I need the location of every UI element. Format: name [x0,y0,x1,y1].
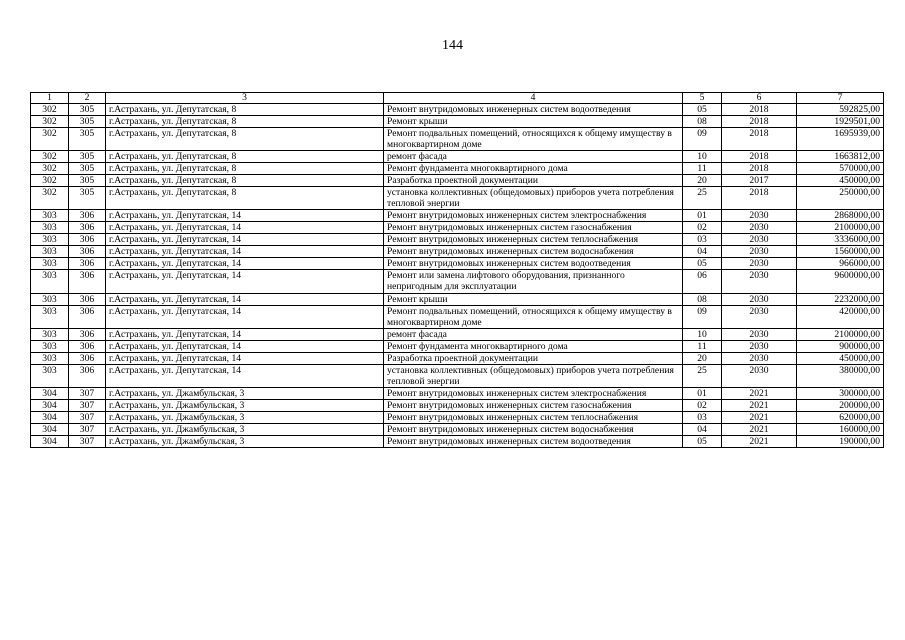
house-id-cell: 306 [69,258,106,270]
row-number-cell: 304 [31,423,69,435]
table-row [31,364,884,387]
table-row [31,222,884,234]
work-type-cell: Разработка проектной документации [384,175,683,187]
work-code-cell: 11 [683,163,722,175]
address-cell: г.Астрахань, ул. Джамбульская, 3 [106,435,384,447]
year-cell: 2030 [722,246,797,258]
work-type-cell: Ремонт внутридомовых инженерных систем водоотведения [384,258,683,270]
address-cell: г.Астрахань, ул. Депутатская, 8 [106,151,384,163]
address-cell: г.Астрахань, ул. Депутатская, 8 [106,163,384,175]
table-row [31,423,884,435]
cost-cell: 900000,00 [797,340,884,352]
cost-cell: 190000,00 [797,435,884,447]
cost-cell: 966000,00 [797,258,884,270]
house-id-cell: 305 [69,187,106,210]
address-cell: г.Астрахань, ул. Депутатская, 14 [106,270,384,293]
house-id-cell: 306 [69,328,106,340]
address-cell: г.Астрахань, ул. Депутатская, 8 [106,175,384,187]
work-code-cell: 09 [683,128,722,151]
work-code-cell: 08 [683,116,722,128]
row-number-cell: 303 [31,328,69,340]
cost-cell: 1929501,00 [797,116,884,128]
row-number-cell: 303 [31,352,69,364]
cost-cell: 300000,00 [797,387,884,399]
work-type-cell: Разработка проектной документации [384,352,683,364]
table-row [31,270,884,293]
table-row [31,293,884,305]
address-cell: г.Астрахань, ул. Депутатская, 8 [106,128,384,151]
work-code-cell: 25 [683,187,722,210]
work-code-cell: 05 [683,435,722,447]
address-cell: г.Астрахань, ул. Депутатская, 14 [106,234,384,246]
year-cell: 2030 [722,222,797,234]
work-type-cell: Ремонт фундамента многоквартирного дома [384,340,683,352]
work-code-cell: 01 [683,387,722,399]
table-row [31,305,884,328]
address-cell: г.Астрахань, ул. Депутатская, 14 [106,258,384,270]
year-cell: 2021 [722,411,797,423]
year-cell: 2030 [722,270,797,293]
work-code-cell: 04 [683,423,722,435]
address-cell: г.Астрахань, ул. Джамбульская, 3 [106,411,384,423]
table-row [31,175,884,187]
year-cell: 2018 [722,104,797,116]
house-id-cell: 305 [69,128,106,151]
work-type-cell: Ремонт или замена лифтового оборудования, признанного непригодным для эксплуатации [384,270,683,293]
work-type-cell: Ремонт внутридомовых инженерных систем теплоснабжения [384,411,683,423]
work-type-cell: Ремонт внутридомовых инженерных систем электроснабжения [384,387,683,399]
cost-cell: 2868000,00 [797,210,884,222]
row-number-cell: 302 [31,175,69,187]
row-number-cell: 303 [31,222,69,234]
row-number-cell: 304 [31,399,69,411]
cost-cell: 620000,00 [797,411,884,423]
house-id-cell: 307 [69,411,106,423]
work-code-cell: 06 [683,270,722,293]
work-code-cell: 02 [683,222,722,234]
capital-repair-table [30,92,884,448]
cost-cell: 1560000,00 [797,246,884,258]
work-type-cell: ремонт фасада [384,328,683,340]
work-code-cell: 10 [683,328,722,340]
row-number-cell: 303 [31,210,69,222]
cost-cell: 3336000,00 [797,234,884,246]
address-cell: г.Астрахань, ул. Депутатская, 8 [106,116,384,128]
column-header: 1 [31,93,69,104]
table-row [31,116,884,128]
year-cell: 2030 [722,210,797,222]
table-row [31,246,884,258]
work-code-cell: 01 [683,210,722,222]
work-code-cell: 03 [683,234,722,246]
work-type-cell: установка коллективных (общедомовых) приборов учета потребления тепловой энергии [384,364,683,387]
row-number-cell: 304 [31,411,69,423]
house-id-cell: 305 [69,163,106,175]
work-code-cell: 09 [683,305,722,328]
house-id-cell: 307 [69,387,106,399]
cost-cell: 380000,00 [797,364,884,387]
work-code-cell: 05 [683,258,722,270]
year-cell: 2030 [722,352,797,364]
cost-cell: 570000,00 [797,163,884,175]
work-code-cell: 02 [683,399,722,411]
address-cell: г.Астрахань, ул. Депутатская, 8 [106,104,384,116]
work-type-cell: Ремонт внутридомовых инженерных систем водоснабжения [384,246,683,258]
house-id-cell: 306 [69,246,106,258]
work-type-cell: Ремонт подвальных помещений, относящихся к общему имуществу в многоквартирном доме [384,128,683,151]
cost-cell: 200000,00 [797,399,884,411]
address-cell: г.Астрахань, ул. Депутатская, 14 [106,210,384,222]
row-number-cell: 303 [31,340,69,352]
row-number-cell: 303 [31,364,69,387]
work-code-cell: 10 [683,151,722,163]
year-cell: 2018 [722,128,797,151]
row-number-cell: 303 [31,258,69,270]
year-cell: 2021 [722,423,797,435]
page-number: 144 [442,38,463,53]
table-row [31,128,884,151]
cost-cell: 160000,00 [797,423,884,435]
house-id-cell: 305 [69,151,106,163]
work-code-cell: 08 [683,293,722,305]
house-id-cell: 306 [69,364,106,387]
column-header: 4 [384,93,683,104]
cost-cell: 2100000,00 [797,222,884,234]
row-number-cell: 302 [31,128,69,151]
cost-cell: 1695939,00 [797,128,884,151]
cost-cell: 420000,00 [797,305,884,328]
work-type-cell: Ремонт внутридомовых инженерных систем электроснабжения [384,210,683,222]
work-type-cell: Ремонт внутридомовых инженерных систем водоснабжения [384,423,683,435]
house-id-cell: 305 [69,116,106,128]
cost-cell: 2100000,00 [797,328,884,340]
year-cell: 2018 [722,163,797,175]
work-type-cell: Ремонт внутридомовых инженерных систем газоснабжения [384,399,683,411]
house-id-cell: 305 [69,104,106,116]
house-id-cell: 306 [69,234,106,246]
year-cell: 2030 [722,305,797,328]
year-cell: 2030 [722,234,797,246]
row-number-cell: 303 [31,293,69,305]
work-type-cell: Ремонт внутридомовых инженерных систем водоотведения [384,104,683,116]
table-row [31,328,884,340]
address-cell: г.Астрахань, ул. Джамбульская, 3 [106,399,384,411]
work-code-cell: 03 [683,411,722,423]
house-id-cell: 306 [69,305,106,328]
address-cell: г.Астрахань, ул. Депутатская, 14 [106,352,384,364]
table-row [31,387,884,399]
work-code-cell: 20 [683,175,722,187]
work-type-cell: Ремонт крыши [384,293,683,305]
row-number-cell: 303 [31,270,69,293]
cost-cell: 9600000,00 [797,270,884,293]
address-cell: г.Астрахань, ул. Депутатская, 14 [106,293,384,305]
cost-cell: 250000,00 [797,187,884,210]
year-cell: 2018 [722,116,797,128]
year-cell: 2021 [722,399,797,411]
address-cell: г.Астрахань, ул. Депутатская, 8 [106,187,384,210]
work-type-cell: Ремонт крыши [384,116,683,128]
row-number-cell: 302 [31,187,69,210]
house-id-cell: 306 [69,222,106,234]
table-row [31,340,884,352]
row-number-cell: 302 [31,163,69,175]
house-id-cell: 306 [69,340,106,352]
house-id-cell: 306 [69,210,106,222]
work-type-cell: Ремонт внутридомовых инженерных систем водоотведения [384,435,683,447]
year-cell: 2021 [722,387,797,399]
address-cell: г.Астрахань, ул. Депутатская, 14 [106,364,384,387]
year-cell: 2030 [722,328,797,340]
table-row [31,258,884,270]
year-cell: 2018 [722,187,797,210]
address-cell: г.Астрахань, ул. Депутатская, 14 [106,328,384,340]
row-number-cell: 302 [31,151,69,163]
work-code-cell: 11 [683,340,722,352]
year-cell: 2018 [722,151,797,163]
work-code-cell: 25 [683,364,722,387]
column-header: 7 [797,93,884,104]
table-row [31,399,884,411]
address-cell: г.Астрахань, ул. Депутатская, 14 [106,305,384,328]
address-cell: г.Астрахань, ул. Депутатская, 14 [106,246,384,258]
row-number-cell: 302 [31,104,69,116]
year-cell: 2017 [722,175,797,187]
cost-cell: 450000,00 [797,352,884,364]
work-type-cell: установка коллективных (общедомовых) приборов учета потребления тепловой энергии [384,187,683,210]
year-cell: 2030 [722,364,797,387]
table-row [31,234,884,246]
year-cell: 2030 [722,340,797,352]
row-number-cell: 304 [31,435,69,447]
house-id-cell: 307 [69,399,106,411]
row-number-cell: 303 [31,246,69,258]
row-number-cell: 303 [31,234,69,246]
cost-cell: 450000,00 [797,175,884,187]
table-body [31,104,884,448]
row-number-cell: 302 [31,116,69,128]
work-type-cell: Ремонт подвальных помещений, относящихся к общему имуществу в многоквартирном доме [384,305,683,328]
work-type-cell: Ремонт внутридомовых инженерных систем теплоснабжения [384,234,683,246]
work-type-cell: Ремонт фундамента многоквартирного дома [384,163,683,175]
column-header: 6 [722,93,797,104]
work-type-cell: ремонт фасада [384,151,683,163]
column-header: 2 [69,93,106,104]
table-row [31,411,884,423]
table-row [31,435,884,447]
work-code-cell: 20 [683,352,722,364]
table-row [31,187,884,210]
table-row [31,163,884,175]
cost-cell: 592825,00 [797,104,884,116]
address-cell: г.Астрахань, ул. Джамбульская, 3 [106,387,384,399]
house-id-cell: 305 [69,175,106,187]
house-id-cell: 306 [69,352,106,364]
table-header-row [31,93,884,104]
address-cell: г.Астрахань, ул. Депутатская, 14 [106,340,384,352]
address-cell: г.Астрахань, ул. Джамбульская, 3 [106,423,384,435]
house-id-cell: 307 [69,435,106,447]
work-code-cell: 05 [683,104,722,116]
year-cell: 2030 [722,258,797,270]
column-header: 3 [106,93,384,104]
row-number-cell: 304 [31,387,69,399]
table-row [31,104,884,116]
work-code-cell: 04 [683,246,722,258]
house-id-cell: 306 [69,270,106,293]
table-row [31,210,884,222]
row-number-cell: 303 [31,305,69,328]
house-id-cell: 306 [69,293,106,305]
table-row [31,352,884,364]
year-cell: 2021 [722,435,797,447]
address-cell: г.Астрахань, ул. Депутатская, 14 [106,222,384,234]
cost-cell: 2232000,00 [797,293,884,305]
table-row [31,151,884,163]
year-cell: 2030 [722,293,797,305]
house-id-cell: 307 [69,423,106,435]
work-type-cell: Ремонт внутридомовых инженерных систем газоснабжения [384,222,683,234]
column-header: 5 [683,93,722,104]
cost-cell: 1663812,00 [797,151,884,163]
